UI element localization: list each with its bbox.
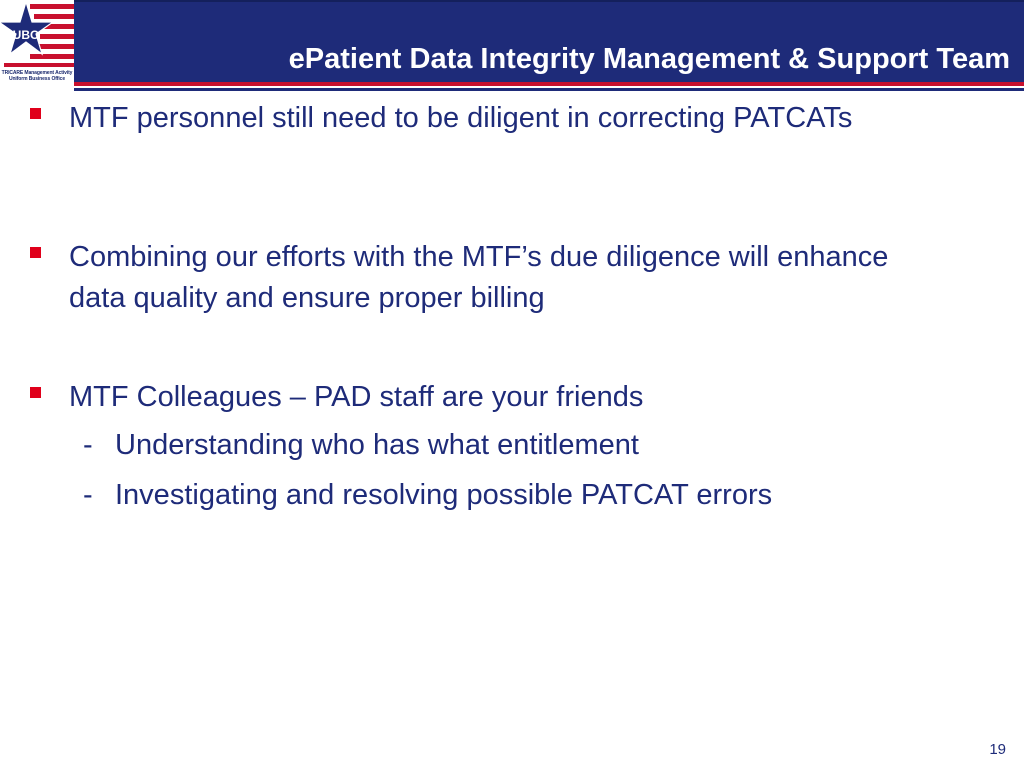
bullet-text-3: MTF Colleagues – PAD staff are your friends — [69, 381, 644, 413]
logo-caption — [1, 70, 73, 82]
header-rule-navy — [74, 88, 1024, 91]
slide-title: ePatient Data Integrity Management & Support Team — [288, 43, 1010, 75]
bullet-text-2: Combining our efforts with the MTF’s due diligence will enhance data quality and ensure proper billing — [69, 241, 889, 314]
red-square-bullet-icon — [30, 247, 41, 258]
page-number: 19 — [989, 741, 1006, 758]
sub-bullet-text-2: Investigating and resolving possible PATCAT errors — [115, 479, 773, 511]
ubo-star-flag-logo-icon — [0, 0, 74, 70]
sub-bullet-marker: - — [83, 479, 93, 511]
sub-bullet-text-1: Understanding who has what entitlement — [115, 429, 639, 461]
slide-header — [0, 0, 1024, 92]
bullet-text-1: MTF personnel still need to be diligent in correcting PATCATs — [69, 102, 853, 134]
sub-bullet-marker: - — [83, 429, 93, 461]
logo-caption-line1: TRICARE Management Activity — [1, 70, 73, 76]
logo-wordmark: UBO — [12, 28, 40, 42]
title-bar — [74, 0, 1024, 82]
ubo-logo — [0, 0, 74, 84]
red-square-bullet-icon — [30, 108, 41, 119]
logo-caption-line2: Uniform Business Office — [8, 76, 66, 82]
red-square-bullet-icon — [30, 387, 41, 398]
